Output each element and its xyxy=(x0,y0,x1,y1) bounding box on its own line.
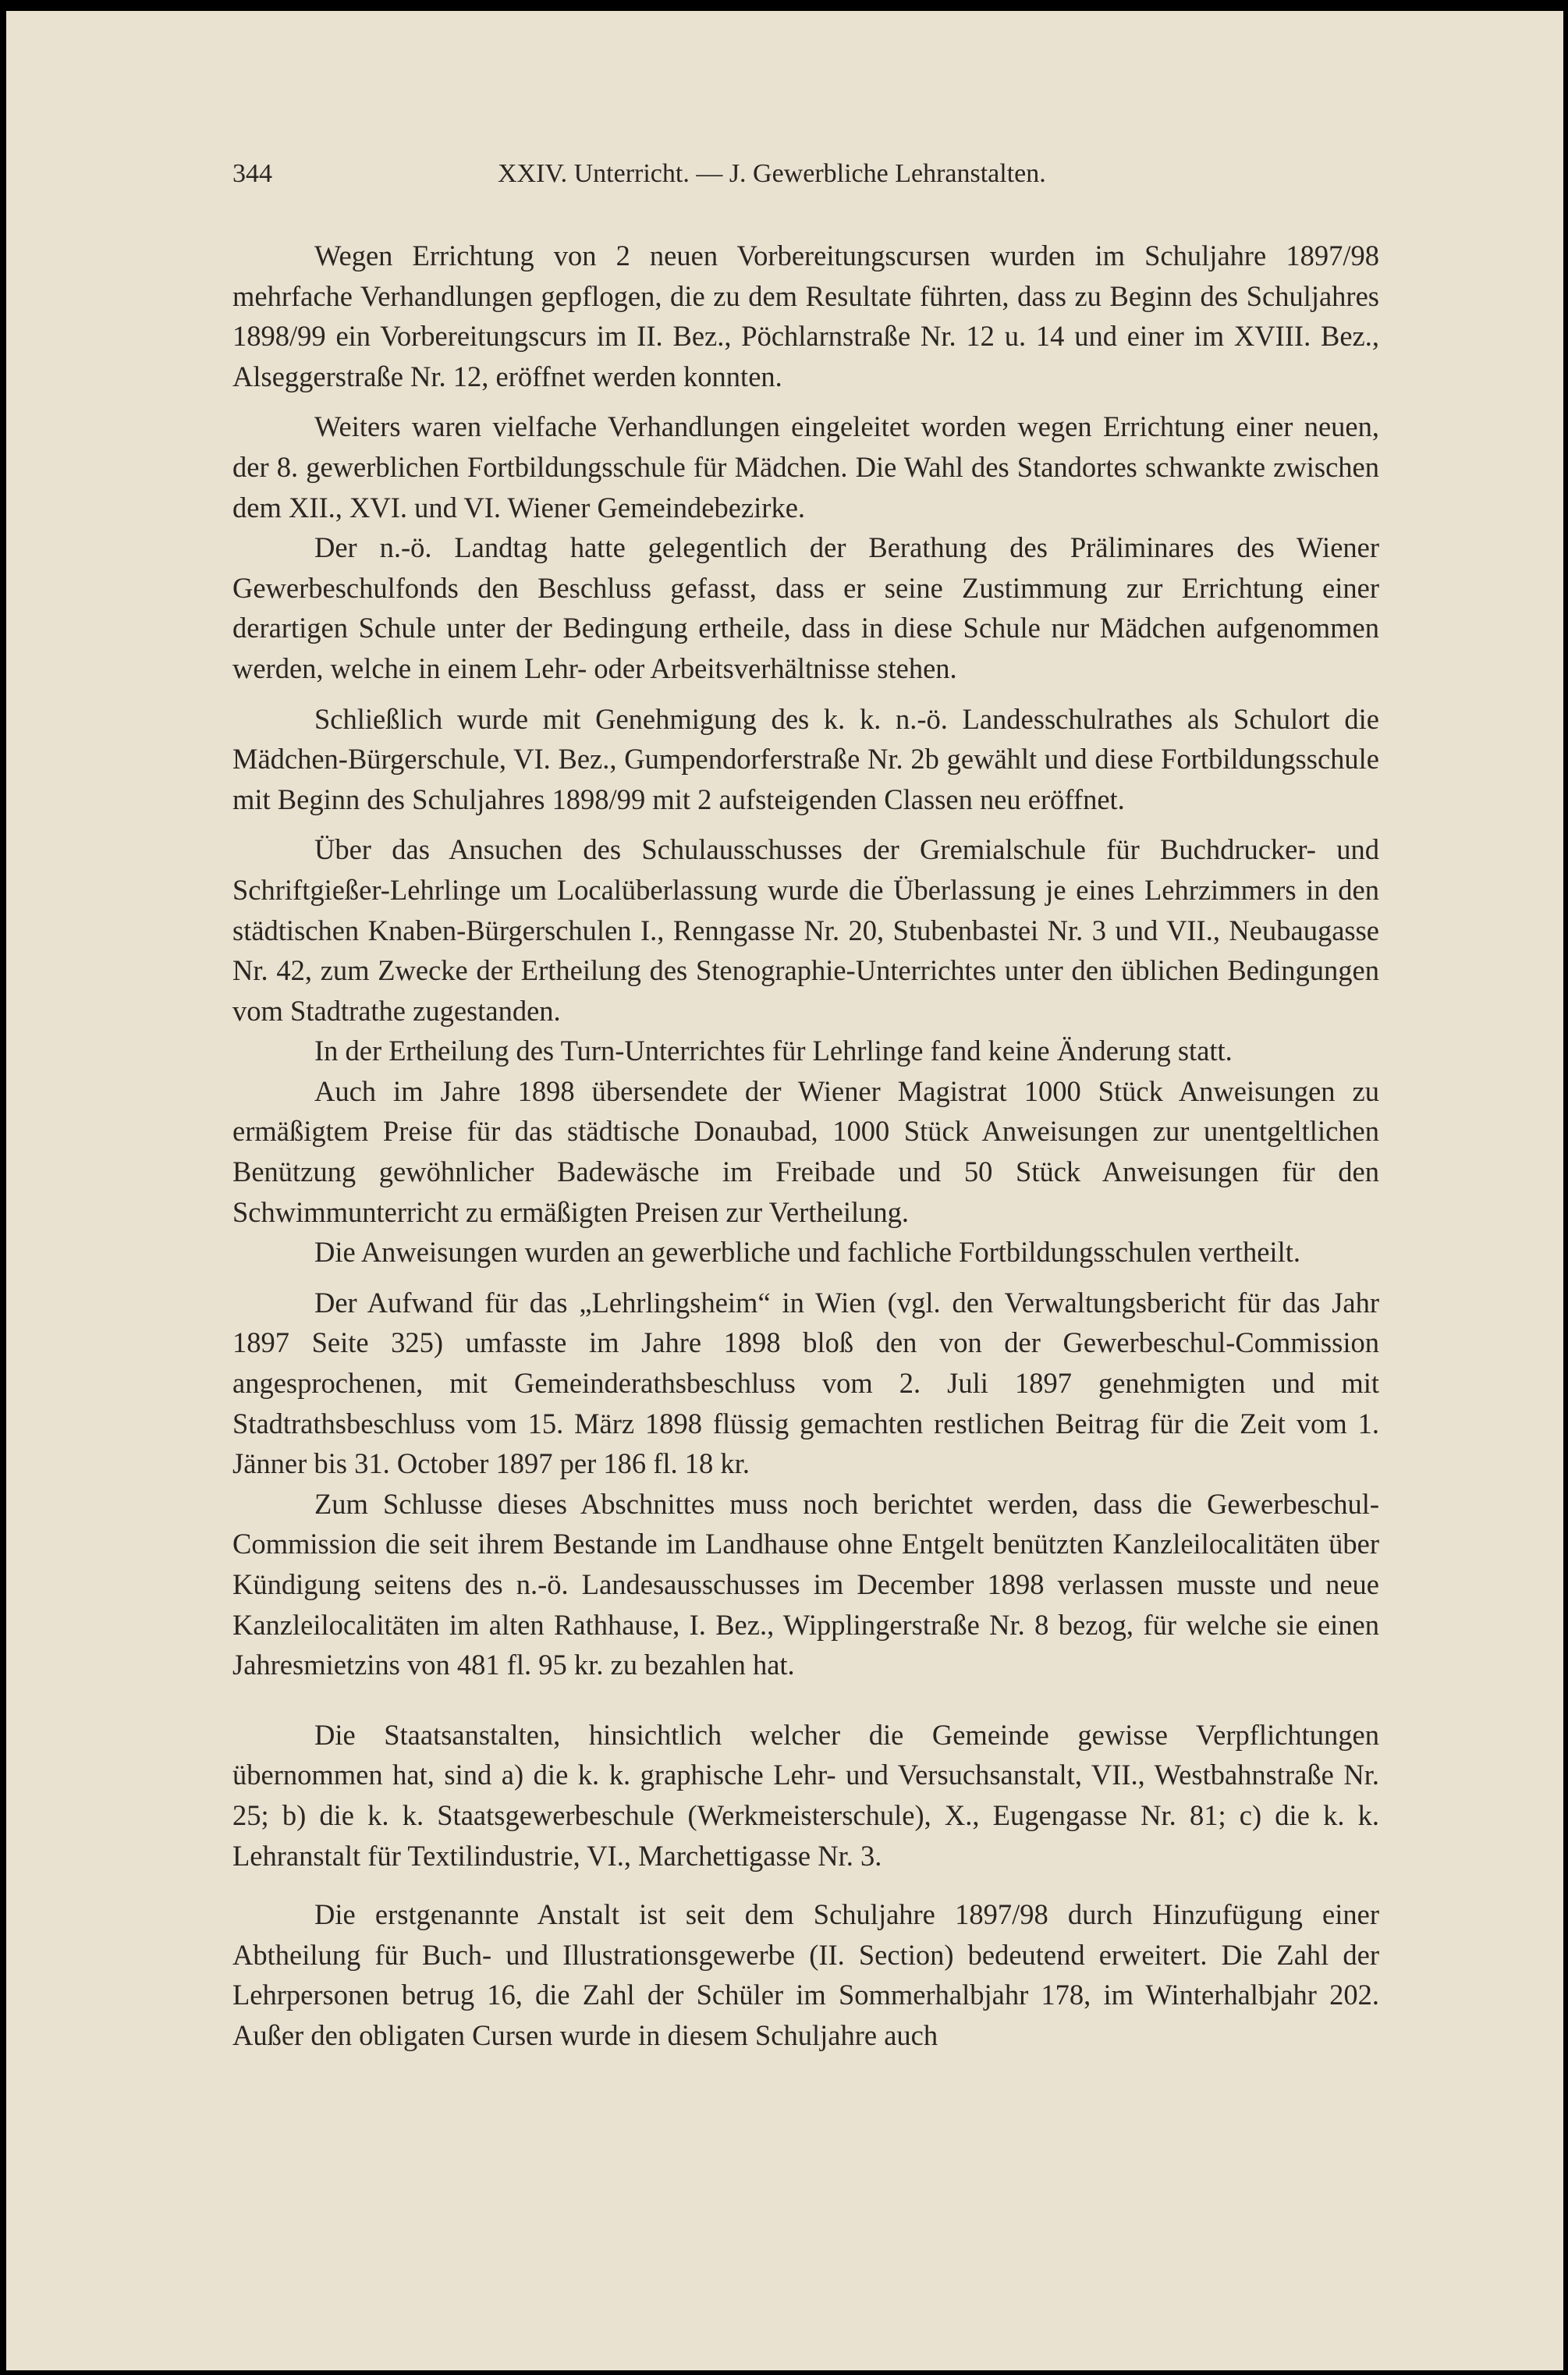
body-text xyxy=(232,236,1379,2056)
paragraph: Die Staatsanstalten, hinsichtlich welcher die Gemeinde gewisse Verpflichtungen übernommen hat, sind a) die k. k. graphische Lehr- und Versuchsanstalt, VII., Westbahnstraße Nr. 25; b) die k. k. Staatsgewerbeschule (Werkmeisterschule), X., Eugengasse Nr. 81; c) die k. k. Lehranstalt für Textilindustrie, VI., Marchettigasse Nr. 3. xyxy=(232,1718,1379,1872)
paragraph: Die erstgenannte Anstalt ist seit dem Schuljahre 1897/98 durch Hinzufügung einer Abtheilung für Buch- und Illustrationsgewerbe (II. Section) bedeutend erweitert. Die Zahl der Lehrpersonen betrug 16, die Zahl der Schüler im Sommerhalbjahr 178, im Winterhalbjahr 202. Außer den obligaten Cursen wurde in diesem Schuljahre auch xyxy=(232,1898,1379,2051)
page-header xyxy=(232,159,1356,198)
scanned-page xyxy=(6,11,1563,2370)
paragraph: Die Anweisungen wurden an gewerbliche und fachliche Fortbildungsschulen vertheilt. xyxy=(314,1236,1300,1269)
running-title: XXIV. Unterricht. — J. Gewerbliche Lehranstalten. xyxy=(498,159,1046,188)
paragraph: Auch im Jahre 1898 übersendete der Wiener Magistrat 1000 Stück Anweisungen zu ermäßigtem Preise für das städtische Donaubad, 1000 Stück Anweisungen zur unentgeltlichen Benützung gewöhnlicher Badewäsche im Freibade und 50 Stück Anweisungen für den Schwimmunterricht zu ermäßigten Preisen zur Vertheilung. xyxy=(232,1074,1379,1228)
page-number: 344 xyxy=(232,159,272,188)
paragraph: Weiters waren vielfache Verhandlungen eingeleitet worden wegen Errichtung einer neuen, der 8. gewerblichen Fortbildungsschule für Mädchen. Die Wahl des Standortes schwankte zwischen dem XII., XVI. und VI. Wiener Gemeindebezirke. xyxy=(232,410,1379,524)
paragraph: In der Ertheilung des Turn-Unterrichtes für Lehrlinge fand keine Änderung statt. xyxy=(314,1035,1233,1067)
paragraph: Schließlich wurde mit Genehmigung des k. k. n.-ö. Landesschulrathes als Schulort die Mädchen-Bürgerschule, VI. Bez., Gumpendorferstraße Nr. 2b gewählt und diese Fortbildungsschule mit Beginn des Schuljahres 1898/99 mit 2 aufsteigenden Classen neu eröffnet. xyxy=(232,702,1379,815)
paragraph: Der n.-ö. Landtag hatte gelegentlich der Berathung des Präliminares des Wiener Gewerbeschulfonds den Beschluss gefasst, dass er seine Zustimmung zur Errichtung einer derartigen Schule unter der Bedingung ertheile, dass in diese Schule nur Mädchen aufgenommen werden, welche in einem Lehr- oder Arbeitsverhältnisse stehen. xyxy=(232,531,1379,684)
paragraph: Wegen Errichtung von 2 neuen Vorbereitungscursen wurden im Schuljahre 1897/98 mehrfache Verhandlungen gepflogen, die zu dem Resultate führten, dass zu Beginn des Schuljahres 1898/99 ein Vorbereitungscurs im II. Bez., Pöchlarnstraße Nr. 12 u. 14 und einer im XVIII. Bez., Alseggerstraße Nr. 12, eröffnet werden konnten. xyxy=(232,240,1379,392)
paragraph: Der Aufwand für das „Lehrlingsheim“ in Wien (vgl. den Verwaltungsbericht für das Jahr 1897 Seite 325) umfasste im Jahre 1898 bloß den von der Gewerbeschul-Commission angesprochenen, mit Gemeinderathsbeschluss vom 2. Juli 1897 genehmigten und mit Stadtrathsbeschluss vom 15. März 1898 flüssig gemachten restlichen Beitrag für die Zeit vom 1. Jänner bis 31. October 1897 per 186 fl. 18 kr. xyxy=(232,1286,1379,1480)
paragraph: Zum Schlusse dieses Abschnittes muss noch berichtet werden, dass die Gewerbeschul-Commission die seit ihrem Bestande im Landhause ohne Entgelt benützten Kanzleilocalitäten über Kündigung seitens des n.-ö. Landesausschusses im December 1898 verlassen musste und neue Kanzleilocalitäten im alten Rathhause, I. Bez., Wipplingerstraße Nr. 8 bezog, für welche sie einen Jahresmietzins von 481 fl. 95 kr. zu bezahlen hat. xyxy=(232,1487,1379,1681)
paragraph: Über das Ansuchen des Schulausschusses der Gremialschule für Buchdrucker- und Schriftgießer-Lehrlinge um Localüberlassung wurde die Überlassung je eines Lehrzimmers in den städtischen Knaben-Bürgerschulen I., Renngasse Nr. 20, Stubenbastei Nr. 3 und VII., Neubaugasse Nr. 42, zum Zwecke der Ertheilung des Stenographie-Unterrichtes unter den üblichen Bedingungen vom Stadtrathe zugestanden. xyxy=(232,833,1379,1027)
